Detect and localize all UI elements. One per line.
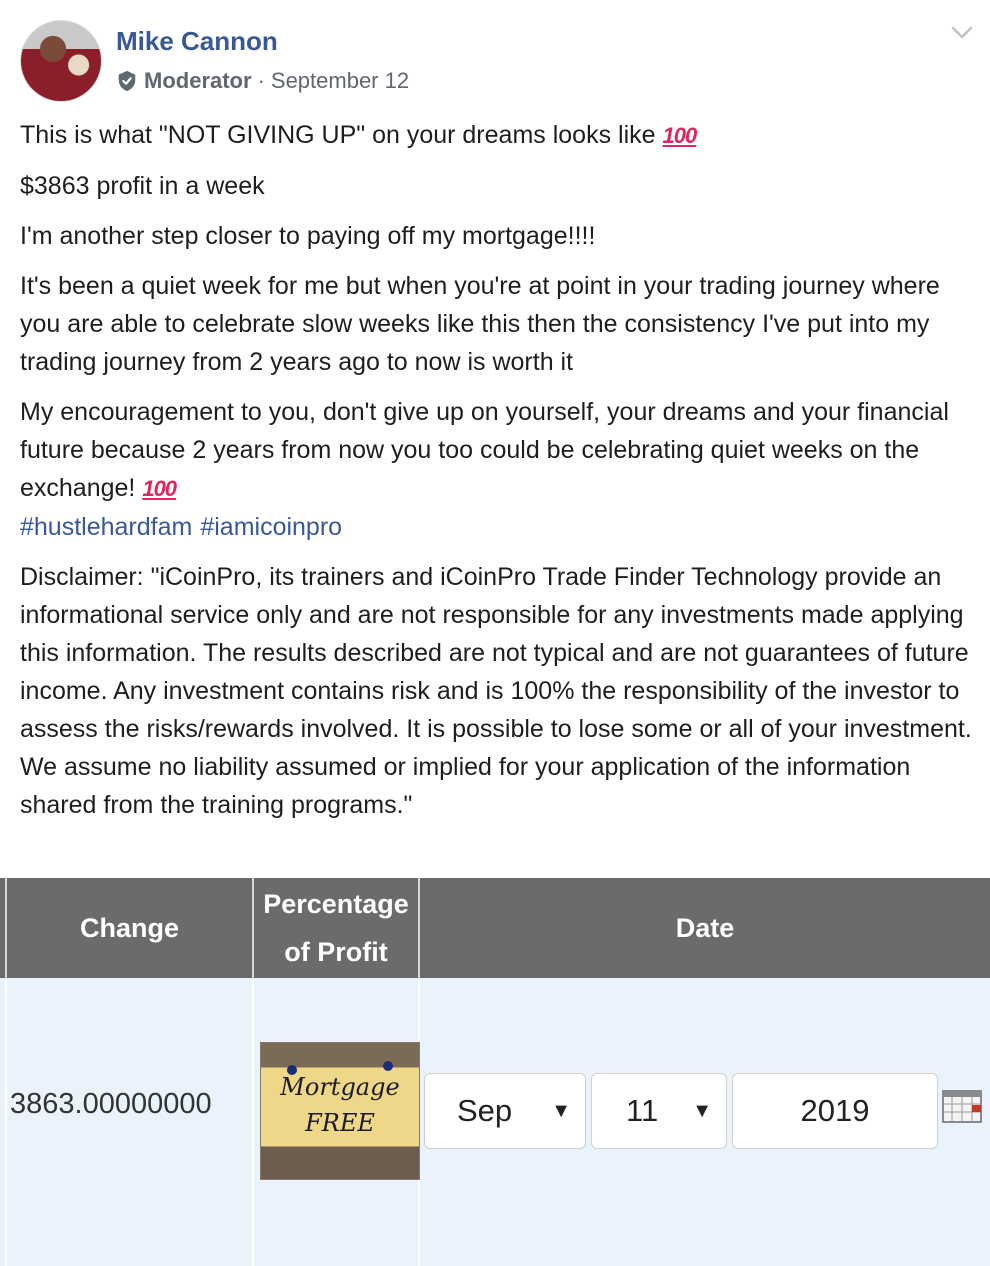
calendar-icon[interactable] bbox=[942, 1088, 982, 1124]
change-value: 3863.00000000 bbox=[10, 1088, 212, 1120]
disclaimer: Disclaimer: "iCoinPro, its trainers and iCoinPro Trade Finder Technology provide an informational service only and are not responsible for any investments made applying this information. The results described are not typical and are not guarantees of future income. Any investment contains risk and is 100% the responsibility of the investor to assess the risks/rewards involved. It is possible to lose some or all of your investment. We assume no liability assumed or implied for your application of the information shared from the training programs." bbox=[20, 563, 972, 819]
chevron-down-icon[interactable] bbox=[950, 24, 974, 42]
dropdown-caret-icon: ▼ bbox=[692, 1099, 712, 1122]
meta-separator: · bbox=[257, 68, 265, 93]
moderator-badge-icon bbox=[116, 70, 138, 92]
post-meta bbox=[116, 66, 409, 96]
post-paragraph: This is what "NOT GIVING UP" on your dreams looks like 100 bbox=[20, 121, 697, 149]
hashtag-link[interactable]: #hustlehardfam bbox=[20, 513, 193, 541]
post-date[interactable]: September 12 bbox=[270, 68, 410, 93]
post-paragraph: $3863 profit in a week bbox=[20, 172, 265, 200]
hundred-points-icon: 100 bbox=[662, 123, 697, 148]
month-select[interactable]: Sep ▼ bbox=[424, 1073, 586, 1149]
post-paragraph: I'm another step closer to paying off my mortgage!!!! bbox=[20, 222, 596, 250]
post-body bbox=[20, 116, 975, 836]
table-header bbox=[0, 878, 990, 978]
dropdown-caret-icon: ▼ bbox=[551, 1099, 571, 1122]
moderator-label: Moderator bbox=[144, 68, 252, 93]
header-date: Date bbox=[675, 913, 735, 943]
author-name[interactable]: Mike Cannon bbox=[116, 26, 278, 56]
hashtag-link[interactable]: #iamicoinpro bbox=[200, 513, 343, 541]
header-percentage: Percentage of Profit bbox=[263, 889, 409, 967]
mortgage-free-note-image: Mortgage FREE bbox=[260, 1042, 420, 1180]
header-change: Change bbox=[79, 913, 179, 943]
hashtags bbox=[20, 508, 975, 546]
hundred-points-icon: 100 bbox=[142, 476, 177, 501]
post-image[interactable] bbox=[0, 878, 990, 1266]
author-avatar[interactable] bbox=[20, 20, 102, 102]
post-paragraph: My encouragement to you, don't give up on yourself, your dreams and your financial future because 2 years from now you too could be celebrating quiet weeks on the exchange! 100 bbox=[20, 398, 949, 502]
day-select[interactable]: 11 ▼ bbox=[591, 1073, 727, 1149]
year-input[interactable]: 2019 bbox=[732, 1073, 938, 1149]
post-paragraph: It's been a quiet week for me but when you're at point in your trading journey where you are able to celebrate slow weeks like this then the consistency I've put into my trading journey from 2 years ago to now is worth it bbox=[20, 272, 940, 376]
